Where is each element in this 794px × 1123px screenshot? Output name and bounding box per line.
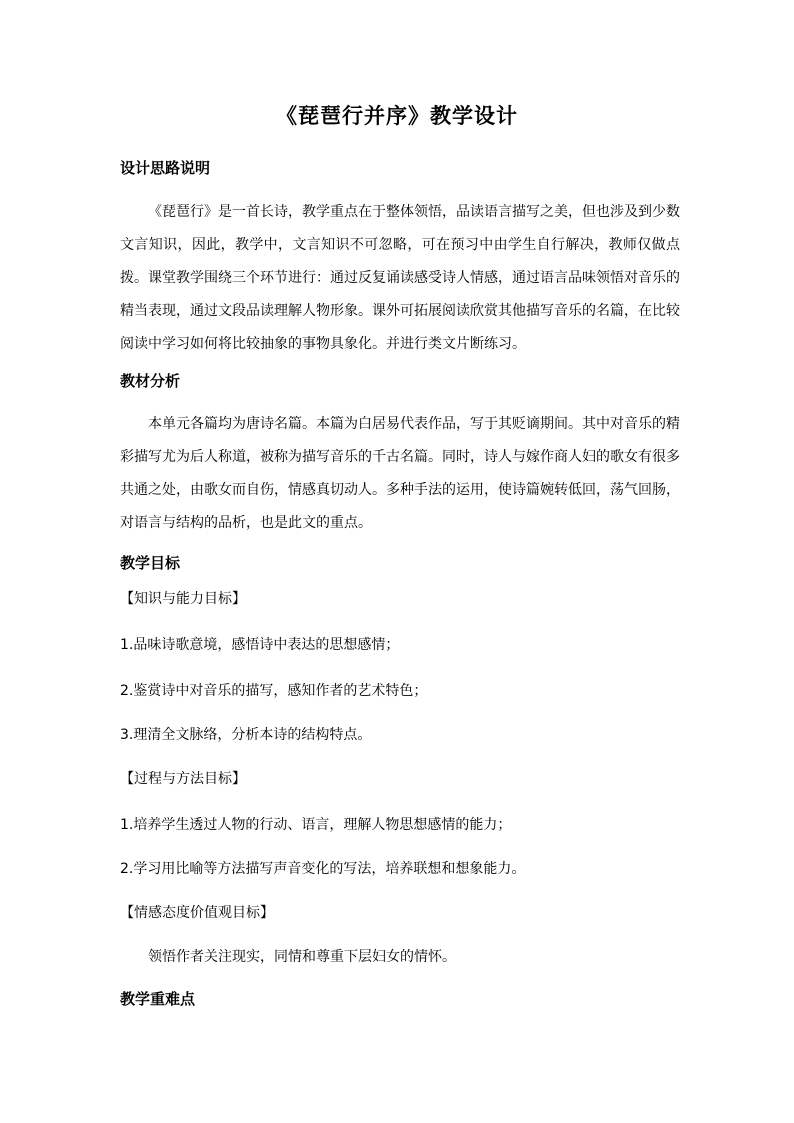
subheading-process-method: 【过程与方法目标】: [120, 771, 246, 787]
textbook-analysis-paragraph: 本单元各篇均为唐诗名篇。本篇为白居易代表作品，写于其贬谪期间。其中对音乐的精彩描写尤为后人称道，被称为描写音乐的千古名篇。同时，诗人与嫁作商人妇的歌女有很多共通之处，由歌女而自伤，情感真切动人。多种手法的运用，使诗篇婉转低回，荡气回肠，对语言与结构的品析，也是此文的重点。: [120, 416, 680, 531]
goal-item: 1.培养学生透过人物的行动、语言，理解人物思想感情的能力；: [120, 817, 512, 833]
document-title: 《琵琶行并序》教学设计: [276, 103, 518, 128]
goal-item: 2.鉴赏诗中对音乐的描写，感知作者的艺术特色；: [120, 683, 428, 699]
section-heading-textbook-analysis: 教材分析: [120, 372, 181, 390]
goal-item: 2.学习用比喻等方法描写声音变化的写法，培养联想和想象能力。: [120, 861, 526, 877]
section-heading-key-difficulties: 教学重难点: [120, 990, 196, 1008]
goal-item: 领悟作者关注现实，同情和尊重下层妇女的情怀。: [148, 949, 456, 965]
goal-item: 3.理清全文脉络，分析本诗的结构特点。: [120, 727, 372, 743]
section-heading-design-rationale: 设计思路说明: [120, 159, 211, 177]
subheading-knowledge-ability: 【知识与能力目标】: [120, 591, 246, 607]
section-heading-teaching-goals: 教学目标: [120, 554, 181, 572]
design-rationale-paragraph: 《琵琶行》是一首长诗，教学重点在于整体领悟，品读语言描写之美，但也涉及到少数文言知识，因此，教学中，文言知识不可忽略，可在预习中由学生自行解决，教师仅做点拨。课堂教学围绕三个环节进行：通过反复诵读感受诗人情感，通过语言品味领悟对音乐的精当表现，通过文段品读理解人物形象。课外可拓展阅读欣赏其他描写音乐的名篇，在比较阅读中学习如何将比较抽象的事物具象化。并进行类文片断练习。: [120, 204, 680, 352]
goal-item: 1.品味诗歌意境，感悟诗中表达的思想感情；: [120, 637, 400, 653]
subheading-emotion-values: 【情感态度价值观目标】: [120, 905, 274, 921]
